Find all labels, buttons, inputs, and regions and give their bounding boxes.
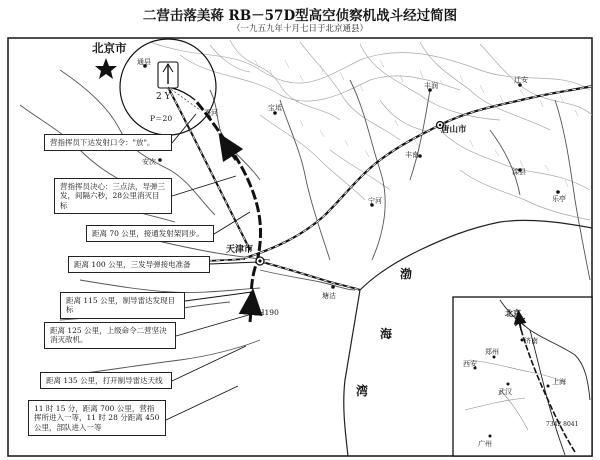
- callout-70km: 距离 70 公里，接通发射架同步。: [86, 225, 214, 242]
- sea-label-3: 湾: [356, 384, 369, 398]
- town-label-fengnan: 丰南: [405, 151, 419, 159]
- inset-label-wuhan: 武汉: [498, 388, 512, 396]
- coastline: [360, 220, 592, 290]
- callout-fire-order: 营指挥员下达发射口令："放"。: [44, 134, 172, 151]
- callout-100km: 距离 100 公里，三发导弹接电准备: [68, 256, 210, 273]
- battery-icon: [158, 62, 178, 88]
- track-arrow-lower: [250, 300, 252, 322]
- coastline-west: [344, 290, 360, 456]
- town-label-tanggu: 塘沽: [322, 292, 336, 300]
- town-label-funing: 丰润: [424, 82, 438, 90]
- inset-label-jinan: 济南: [524, 337, 538, 345]
- battery-radius-label: P＝20: [150, 114, 173, 123]
- inset-label-zhengzhou: 郑州: [485, 348, 499, 356]
- inset-label-guangzhou: 广州: [478, 440, 492, 448]
- town-label-ninghe: 宁河: [368, 197, 382, 205]
- callout-115km: 距离 115 公里，制导雷达发现目标: [60, 292, 185, 319]
- town-label-qianan: 迁安: [514, 76, 528, 84]
- city-label-tianjin: 天津市: [226, 245, 254, 255]
- town-label-tongxian: 通县: [137, 58, 151, 66]
- inset-label-beijing: 北京: [505, 308, 521, 318]
- inset-route-labels: 7342 8041: [546, 421, 579, 428]
- city-label-tangshan: 唐山市: [441, 125, 467, 135]
- battery-label: 2 Y: [156, 92, 171, 102]
- town-label-xianghe: 香河: [204, 109, 218, 117]
- tianjin-marker-dot: [258, 259, 261, 262]
- inset-map: [453, 297, 592, 456]
- sea-label-1: 渤: [400, 267, 413, 281]
- sea-label-2: 海: [380, 327, 393, 341]
- town-label-luanxian: 滦县: [512, 168, 526, 176]
- callout-commander-decision: 营指挥员决心：三点法，导弹三发，间隔六秒，28公里消灭目标: [54, 178, 172, 214]
- inset-label-xian: 西安: [463, 360, 477, 368]
- town-label-baodi: 宝坻: [268, 104, 282, 112]
- route-label: H190: [258, 308, 279, 317]
- beijing-star-icon: [95, 58, 117, 79]
- figure-subtitle: （一九五九年十月七日于北京通县）: [231, 24, 368, 34]
- city-label-beijing: 北京市: [92, 41, 127, 55]
- inset-label-shanghai: 上海: [552, 378, 566, 386]
- flight-track-end: [172, 88, 195, 100]
- callout-125km: 距离 125 公里，上级命令二营坚决消灭敌机。: [44, 322, 176, 349]
- town-label-anci: 安次: [142, 158, 156, 166]
- figure-header: [0, 0, 600, 40]
- callout-alert-levels: 11 时 15 分，距离 700 公里，营指挥所进入一等，11 时 28 分距离 450 公里，部队进入一等: [28, 400, 166, 436]
- town-label-laoting: 乐亭: [552, 195, 566, 203]
- callout-135km: 距离 135 公里，打开制导雷达天线: [40, 372, 172, 389]
- figure-title: 二营击落美蒋 RB－57D型高空侦察机战斗经过简图: [142, 8, 458, 24]
